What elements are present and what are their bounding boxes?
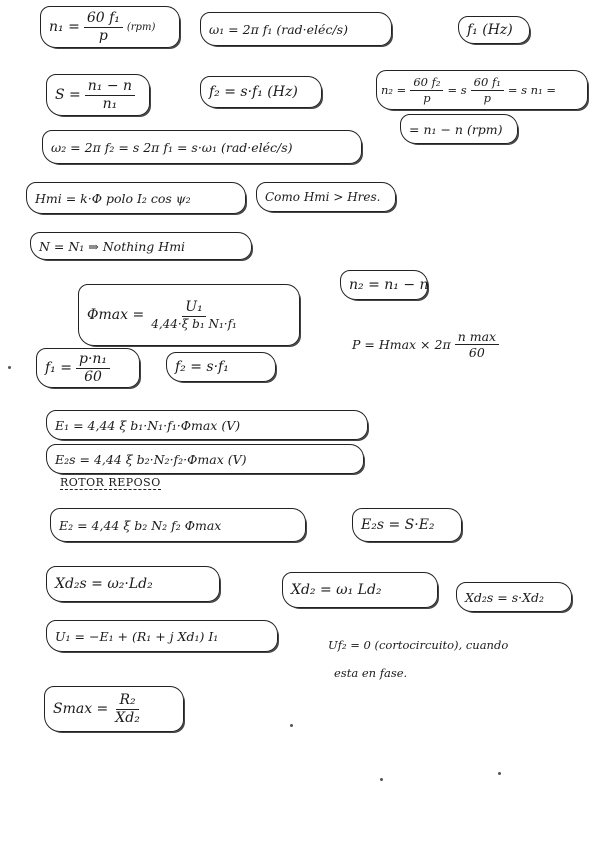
eq-f1 <box>458 16 530 44</box>
eq-n1-lhs: n₁ = <box>49 19 80 35</box>
eq-n2-mid: = s <box>447 83 467 97</box>
eq-n2c-text: n₂ = n₁ − n <box>349 277 429 293</box>
eq-como-text: Como Hmi > Hres. <box>265 190 381 204</box>
eq-emf-e2s <box>46 444 364 474</box>
label-rotor-reposo: ROTOR REPOSO <box>60 476 161 489</box>
eq-f1b-fraction <box>76 352 110 384</box>
eq-n2-num2: 60 f₁ <box>471 76 504 90</box>
eq-s-den: n₁ <box>102 95 118 112</box>
eq-n1-fraction <box>84 11 123 43</box>
eq-power-p <box>352 330 503 359</box>
eq-n2-frac1 <box>410 76 443 103</box>
eq-n2-num1: 60 f₂ <box>410 76 443 90</box>
eq-f1b-den: 60 <box>84 368 102 385</box>
eq-angular-w2 <box>42 130 362 164</box>
eq-p-num: n max <box>455 330 499 345</box>
eq-s-fraction <box>85 79 135 111</box>
eq-phimax-fraction <box>148 300 240 330</box>
eq-n2-lhs: n₂ = <box>381 83 407 97</box>
eq-n2b-text: = n₁ − n (rpm) <box>409 121 503 137</box>
scan-speck <box>290 724 293 727</box>
eq-angular-w1 <box>200 12 392 46</box>
eq-n1-unit: (rpm) <box>126 21 156 33</box>
eq-emf-e2 <box>50 508 306 542</box>
eq-flux-phimax <box>78 284 300 346</box>
eq-n2-den2: p <box>483 90 491 105</box>
eq-p-lhs: P = Hmax × 2π <box>352 337 451 353</box>
eq-rotor-speed-n1 <box>40 6 180 48</box>
scan-speck <box>8 366 11 369</box>
eq-n1-num: 60 f₁ <box>84 11 123 28</box>
eq-reactance-xd2 <box>282 572 438 608</box>
eq-smax-fraction <box>112 693 143 725</box>
eq-n2 <box>376 70 588 110</box>
eq-f1-from-speed <box>36 348 140 388</box>
eq-como <box>256 182 396 212</box>
eq-e1-text: E₁ = 4,44 ξ b₁·N₁·f₁·Φmax (V) <box>55 417 241 433</box>
eq-p-fraction <box>455 330 499 359</box>
eq-reactance-xd2s-slip <box>456 582 572 612</box>
eq-nn1-text: N = N₁ ⇒ Nothing Hmi <box>39 238 186 254</box>
eq-f1b-lhs: f₁ = <box>45 360 72 376</box>
eq-f2 <box>200 76 322 108</box>
eq-n1-den: p <box>98 27 108 44</box>
eq-smax-den: Xd₂ <box>115 709 140 726</box>
scan-speck <box>498 772 501 775</box>
eq-e2s2-text: E₂s = S·E₂ <box>361 517 435 533</box>
eq-xd2s2-text: Xd₂s = s·Xd₂ <box>465 589 545 605</box>
eq-phimax-den: 4,44·ξ b₁ N₁·f₁ <box>151 316 237 331</box>
eq-n2-frac2 <box>471 76 504 103</box>
eq-n2-den1: p <box>423 90 431 105</box>
eq-torque-hmi <box>26 182 246 214</box>
eq-n-equals-n1 <box>30 232 252 260</box>
eq-max-slip-smax <box>44 686 184 732</box>
eq-smax-lhs: Smax = <box>53 701 109 717</box>
eq-voltage-u1 <box>46 620 278 652</box>
scan-speck <box>380 778 383 781</box>
eq-emf-e1 <box>46 410 368 440</box>
eq-smax-num: R₂ <box>116 693 138 710</box>
eq-p-den: 60 <box>468 345 485 361</box>
eq-xd2s-text: Xd₂s = ω₂·Ld₂ <box>55 576 153 592</box>
note-short-circuit: Uf₂ = 0 (cortocircuito), cuando <box>328 638 509 652</box>
note-in-phase: esta en fase. <box>334 666 408 680</box>
eq-n2-rhs: = s n₁ = <box>507 83 556 97</box>
eq-hmi-text: Hmi = k·Φ polo I₂ cos ψ₂ <box>35 190 191 206</box>
eq-w2-text: ω₂ = 2π f₂ = s 2π f₁ = s·ω₁ (rad·eléc/s) <box>51 139 293 155</box>
eq-slip-s <box>46 74 150 116</box>
eq-f2-slip <box>166 352 276 382</box>
eq-s-lhs: S = <box>55 87 81 103</box>
eq-e2s-text: E₂s = 4,44 ξ b₂·N₂·f₂·Φmax (V) <box>55 451 247 467</box>
eq-f2b-text: f₂ = s·f₁ <box>175 359 229 375</box>
eq-e2-text: E₂ = 4,44 ξ b₂ N₂ f₂ Φmax <box>59 517 222 533</box>
eq-s-num: n₁ − n <box>85 79 135 96</box>
eq-w1-text: ω₁ = 2π f₁ (rad·eléc/s) <box>209 21 348 37</box>
eq-reactance-xd2s <box>46 566 220 602</box>
eq-n2-difference <box>340 270 428 300</box>
eq-u1-text: U₁ = −E₁ + (R₁ + j Xd₁) I₁ <box>55 628 219 644</box>
eq-phimax-lhs: Φmax = <box>87 307 145 323</box>
eq-f1-text: f₁ (Hz) <box>467 22 513 38</box>
eq-n2-continued <box>400 114 518 144</box>
eq-phimax-num: U₁ <box>182 300 205 317</box>
eq-xd2-text: Xd₂ = ω₁ Ld₂ <box>291 582 382 598</box>
eq-emf-e2s-slip <box>352 508 462 542</box>
eq-f1b-num: p·n₁ <box>76 352 110 369</box>
eq-f2-text: f₂ = s·f₁ (Hz) <box>209 84 298 100</box>
